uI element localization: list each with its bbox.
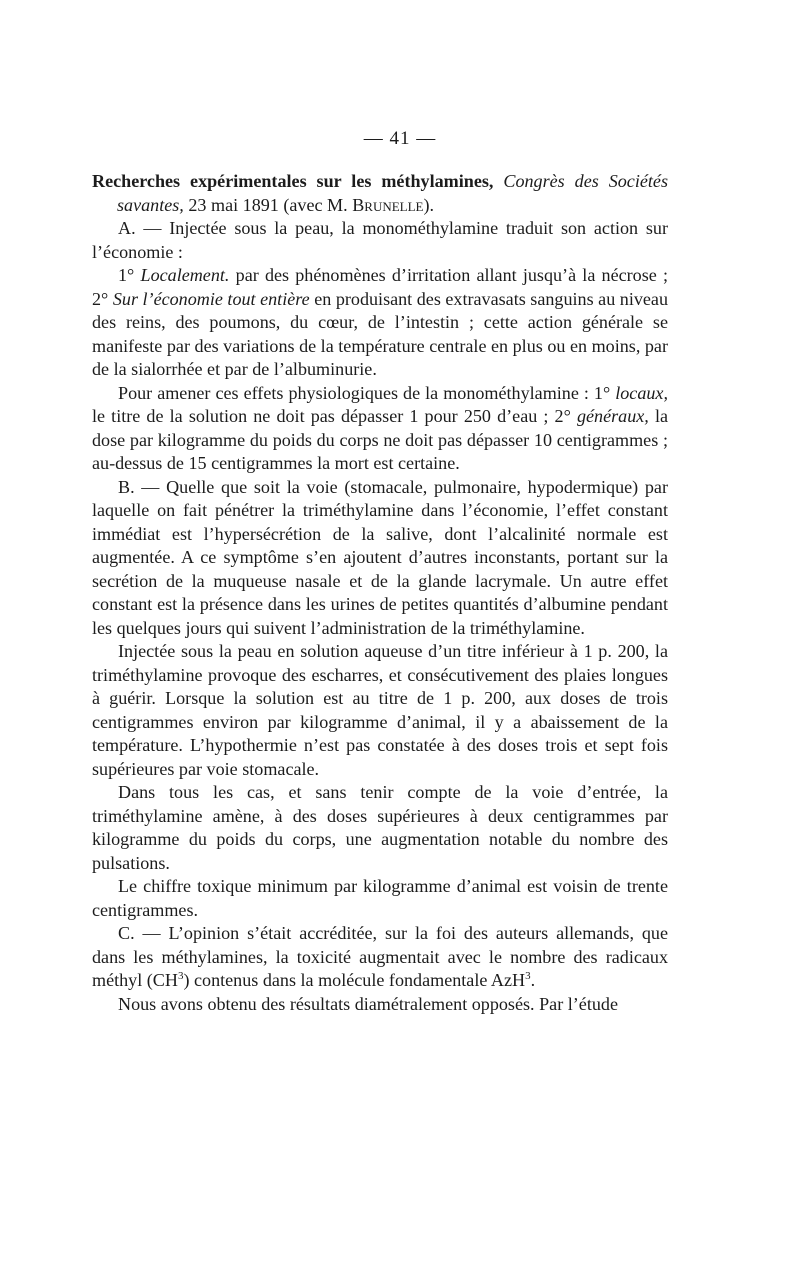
- paragraph-b3: Dans tous les cas, et sans tenir compte de la voie d’entrée, la triméthylamine amène, à des doses supérieures à deux centigrammes par kilogramme du poids du corps, une augmentation notable du nombre des pulsations.: [92, 782, 668, 873]
- a2-label2: généraux,: [576, 406, 649, 426]
- a1-text1: par des phénomènes d’irritation allant jusqu’à la nécrose ; 2°: [92, 265, 669, 309]
- title-coauthor: Brunelle: [352, 194, 424, 215]
- a1-num1: 1°: [118, 265, 135, 285]
- a2-text3: la dose par kilogramme du poids du corps ne doit pas dépasser 10 centigrammes ; au-dessus de 15 centigrammes la mort est certaine.: [92, 406, 668, 473]
- paragraph-a: A. — Injectée sous la peau, la monométhylamine traduit son action sur l’économie :: [92, 218, 668, 262]
- paragraph-b2: Injectée sous la peau en solution aqueuse d’un titre inférieur à 1 p. 200, la triméthylamine provoque des escharres, et consécutivement des plaies longues à guérir. Lorsque la solution est au titre de 1 p. 200, aux doses de trois centigrammes environ par kilogramme d’animal, il y a abaissement de la température. L’hypothermie n’est pas constatée à des doses trois et sept fois supérieures par voie stomacale.: [92, 641, 668, 779]
- title-date: 23 mai 1891 (avec M.: [188, 194, 348, 215]
- paragraph-c: [92, 922, 668, 993]
- c-sup2: 3: [525, 969, 531, 982]
- a1-label2: Sur l’économie tout entière: [112, 288, 310, 309]
- a1-label1: Localement.: [140, 265, 230, 285]
- body-text: [92, 170, 668, 1016]
- publication-title: [92, 170, 668, 217]
- c-text2: ) contenus dans la molécule fondamentale AzH: [183, 970, 526, 990]
- a2-text1: Pour amener ces effets physiologiques de la monométhylamine : 1°: [118, 382, 611, 403]
- page-number: — 41 —: [363, 128, 437, 149]
- paragraph-b4: Le chiffre toxique minimum par kilogramme d’animal est voisin de trente centigrammes.: [92, 876, 668, 920]
- a2-label1: locaux,: [615, 382, 668, 403]
- c-sup1: 3: [177, 969, 184, 982]
- a1-text2: en produisant des extravasats sanguins au niveau des reins, des poumons, du cœur, de l’intestin ; cette action générale se manifeste par des variations de la température centrale en plus ou en moins, par de la sialorrhée et par de l’albuminurie.: [92, 288, 669, 379]
- paragraph-a2: [92, 382, 668, 476]
- paragraph-b: B. — Quelle que soit la voie (stomacale, pulmonaire, hypodermique) par laquelle on fait pénétrer la triméthylamine dans l’économie, l’effet constant immédiat est l’hypersécrétion de la salive, dont l’alcalinité normale est augmentée. A ce symptôme s’en ajoutent d’autres inconstants, portant sur la secrétion de la muqueuse nasale et de la glande lacrymale. Un autre effet constant est la présence dans les urines de petites quantités d’albumine pendant les quelques jours qui suivent l’administration de la triméthylamine.: [92, 476, 668, 638]
- a2-text2: le titre de la solution ne doit pas dépasser 1 pour 250 d’eau ; 2°: [92, 406, 571, 426]
- paragraph-a1: [92, 264, 668, 382]
- c-text3: .: [530, 970, 536, 990]
- c-text1: C. — L’opinion s’était accréditée, sur la foi des auteurs allemands, que dans les méthylamines, la toxicité augmentait avec le nombre des radicaux méthyl (CH: [92, 923, 668, 990]
- title-close: ).: [423, 194, 435, 215]
- title-bold: Recherches expérimentales sur les méthylamines,: [92, 171, 494, 191]
- paragraph-c2: Nous avons obtenu des résultats diamétralement opposés. Par l’étude: [118, 993, 618, 1014]
- title-venue: Congrès des Sociétés savantes,: [117, 171, 668, 215]
